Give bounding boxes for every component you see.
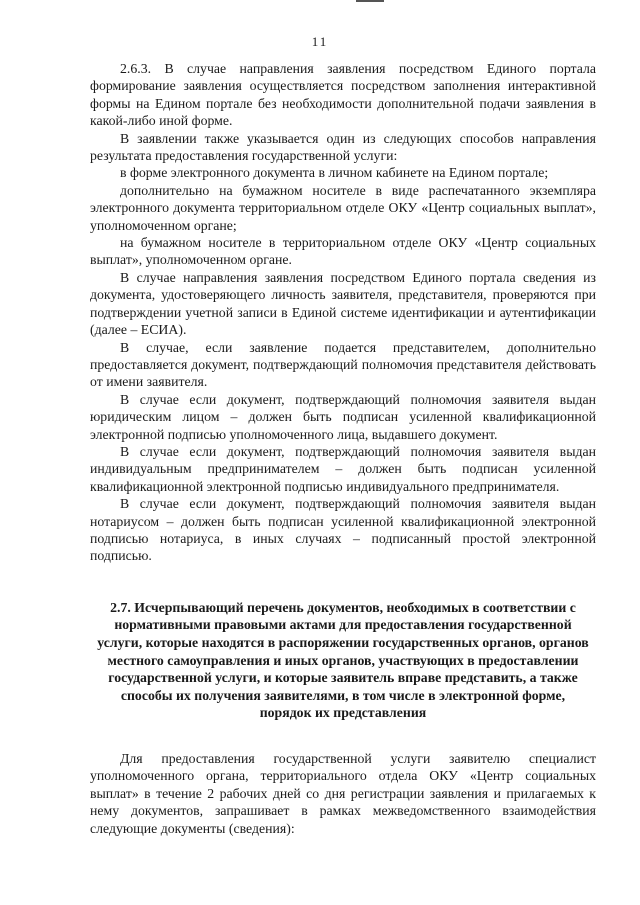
document-body xyxy=(90,60,596,837)
paragraph-2-6-3: 2.6.3. В случае направления заявления посредством Единого портала формирование заявления осуществляется посредством заполнения интерактивной формы на Едином портале без необходимости дополнительной подачи заявления в какой-либо иной форме. xyxy=(90,61,596,129)
paragraph-representative: В случае, если заявление подается представителем, дополнительно предоставляется документ, подтверждающий полномочия представителя действовать от имени заявителя. xyxy=(90,339,596,390)
page-number: 11 xyxy=(311,34,329,49)
section-heading-2-7: 2.7. Исчерпывающий перечень документов, необходимых в соответствии с нормативными правовыми актами для предоставления государственной услуги, которые находятся в распоряжении государственных органов, органов местного самоуправления и иных органов, участвующих в предоставлении государственной услуги, и которые заявитель вправе представить, а также способы их получения заявителями, в том числе в электронной форме, порядок их представления xyxy=(97,599,589,721)
paragraph-notary: В случае если документ, подтверждающий полномочия заявителя выдан нотариусом – должен быть подписан усиленной квалификационной электронной подписью нотариуса, в иных случаях – подписанный простой электронной подписью. xyxy=(90,496,596,564)
paragraph-method-electronic: в форме электронного документа в личном кабинете на Едином портале; xyxy=(120,165,549,181)
top-margin-mark xyxy=(356,0,384,2)
paragraph-entrepreneur: В случае если документ, подтверждающий полномочия заявителя выдан индивидуальным предпринимателем – должен быть подписан усиленной квалификационной электронной подписью индивидуального предпринимателя. xyxy=(90,443,596,494)
paragraph-methods-intro: В заявлении также указывается один из следующих способов направления результата предоставления государственной услуги: xyxy=(90,130,596,164)
paragraph-method-paper: на бумажном носителе в территориальном отделе ОКУ «Центр социальных выплат», уполномоченном органе. xyxy=(90,235,596,268)
paragraph-method-paper-additional: дополнительно на бумажном носителе в виде распечатанного экземпляра электронного документа территориальном отделе ОКУ «Центр социальных выплат», уполномоченном органе; xyxy=(90,182,596,233)
paragraph-esia: В случае направления заявления посредством Единого портала сведения из документа, удостоверяющего личность заявителя, представителя, проверяются при подтверждении учетной записи в Единой системе идентификации и аутентификации (далее – ЕСИА). xyxy=(90,269,596,338)
paragraph-section-lead: Для предоставления государственной услуги заявителю специалист уполномоченного органа, территориального отдела ОКУ «Центр социальных выплат» в течение 2 рабочих дней со дня регистрации заявления и прилагаемых к нему документов, запрашивает в рамках межведомственного взаимодействия следующие документы (сведения): xyxy=(90,750,596,836)
paragraph-legal-entity: В случае если документ, подтверждающий полномочия заявителя выдан юридическим лицом – должен быть подписан усиленной квалификационной электронной подписью уполномоченного лица, выдавшего документ. xyxy=(90,391,596,442)
